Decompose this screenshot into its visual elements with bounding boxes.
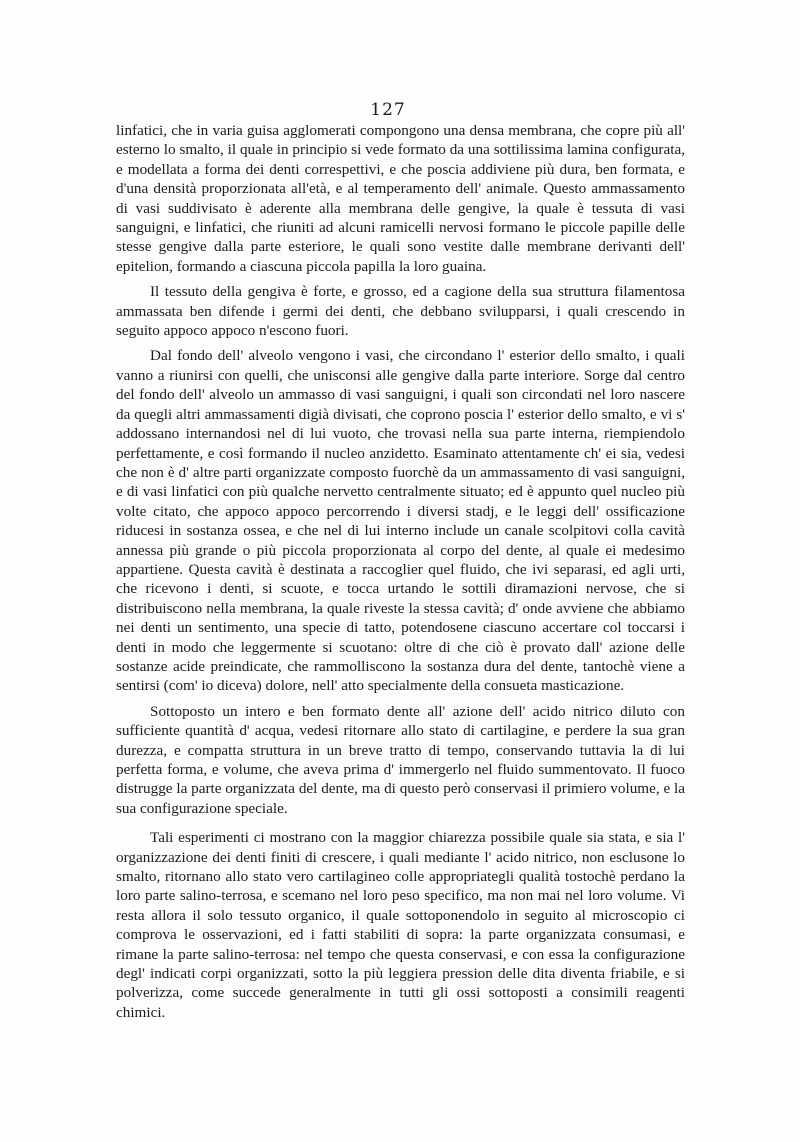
paragraph-3: Dal fondo dell' alveolo vengono i vasi, che circondano l' esterior dello smalto, i quali vanno a riunirsi con quelli, che unisconsi alle gengive dalla parte interiore. Sorge dal centro del fondo dell' alveolo un ammasso di vasi sanguigni, i quali son circondati nel loro nascere da quegli altri ammassamenti digià divisati, che coprono poscia l' esterior dello smalto, e vi s' addossano internandosi nel di lui vuoto, che trovasi nella sua parte interna, riempiendolo perfettamente, e così formando il nucleo anzidetto. Esaminato attentamente ch' ei sia, vedesi che non è d' altre parti organizzate composto fuorchè da un ammassamento di vasi sanguigni, e di vasi linfatici con più qualche nervetto centralmente situato; ed è appunto quel nucleo più volte citato, che appoco appoco percorrendo i diversi stadj, e le leggi dell' ossificazione riducesi in sostanza ossea, e che nel di lui interno include un canale scolpitovi colla cavità annessa più grande o più piccola proporzionata al corpo del dente, al quale ei medesimo appartiene. Questa cavità è destinata a raccoglier quel fluido, che ivi separasi, ed agli urti, che ricevono i denti, si scuote, e tocca urtando le sottili diramazioni nervose, che si distribuiscono nella membrana, la quale riveste la stessa cavità; d' onde avviene che abbiamo nei denti un sentimento, una specie di tatto, potendosene ciascuno accertare col toccarsi i denti in modo che leggermente si scuotano: oltre di che ciò è provato dall' azione delle sostanze acide preindicate, che rammolliscono la sostanza dura del dente, tantochè viene a sentirsi (com' io diceva) dolore, nell' atto specialmente della consueta masticazione.: [116, 347, 685, 695]
paragraph-1: linfatici, che in varia guisa agglomerati compongono una densa membrana, che copre più all' esterno lo smalto, il quale in principio si vede formato da una sottilissima lamina configurata, e modellata a forma dei denti correspettivi, e che poscia addiviene più dura, ben formata, e d'una densità proporzionata all'età, e al temperamento dell' animale. Questo ammassamento di vasi suddivisato è aderente alla membrana delle gengive, la quale è tessuta di vasi sanguigni, e linfatici, che riuniti ad alcuni ramicelli nervosi formano le piccole papille delle stesse gengive dalla parte esteriore, le quali sono vestite dalle membrane derivanti dell' epitelion, formando a ciascuna piccola papilla la loro guaina.: [116, 122, 685, 275]
paragraph-2: Il tessuto della gengiva è forte, e grosso, ed a cagione della sua struttura filamentosa ammassata ben difende i germi dei denti, che debbano svilupparsi, i quali crescendo in seguito appoco appoco n'escono fuori.: [116, 283, 685, 340]
paragraph-5: Tali esperimenti ci mostrano con la maggior chiarezza possibile quale sia stata, e sia l' organizzazione dei denti finiti di crescere, i quali mediante l' acido nitrico, non esclusone lo smalto, ritornano allo stato vero cartilagineo colle appropriategli qualità tostochè perdano la loro parte salino-terrosa, e scemano nel loro peso specifico, ma non mai nel loro volume. Vi resta allora il solo tessuto organico, il quale sottoponendolo in seguito al microscopio ci comprova le osservazioni, ed i fatti stabiliti di sopra: la parte organizzata consumasi, e rimane la parte salino-terrosa: nel tempo che questa conservasi, e con essa la configurazione degl' indicati corpi organizzati, sotto la più leggiera pression delle dita diventa friabile, e si polverizza, come succede generalmente in tutti gli ossi sottoposti a consimili reagenti chimici.: [116, 829, 685, 1021]
paragraph-4: Sottoposto un intero e ben formato dente all' azione dell' acido nitrico diluto con sufficiente quantità d' acqua, vedesi ritornare allo stato di cartilagine, e perdere la sua gran durezza, e compatta struttura in un breve tratto di tempo, conservando tuttavia la di lui perfetta forma, e volume, che aveva prima d' immergerlo nel fluido summentovato. Il fuoco distrugge la parte organizzata del dente, ma di questo però conservasi il primiero volume, e la sua configurazione speciale.: [116, 702, 685, 817]
body-text: [116, 121, 685, 1022]
page-number: 127: [370, 100, 406, 120]
